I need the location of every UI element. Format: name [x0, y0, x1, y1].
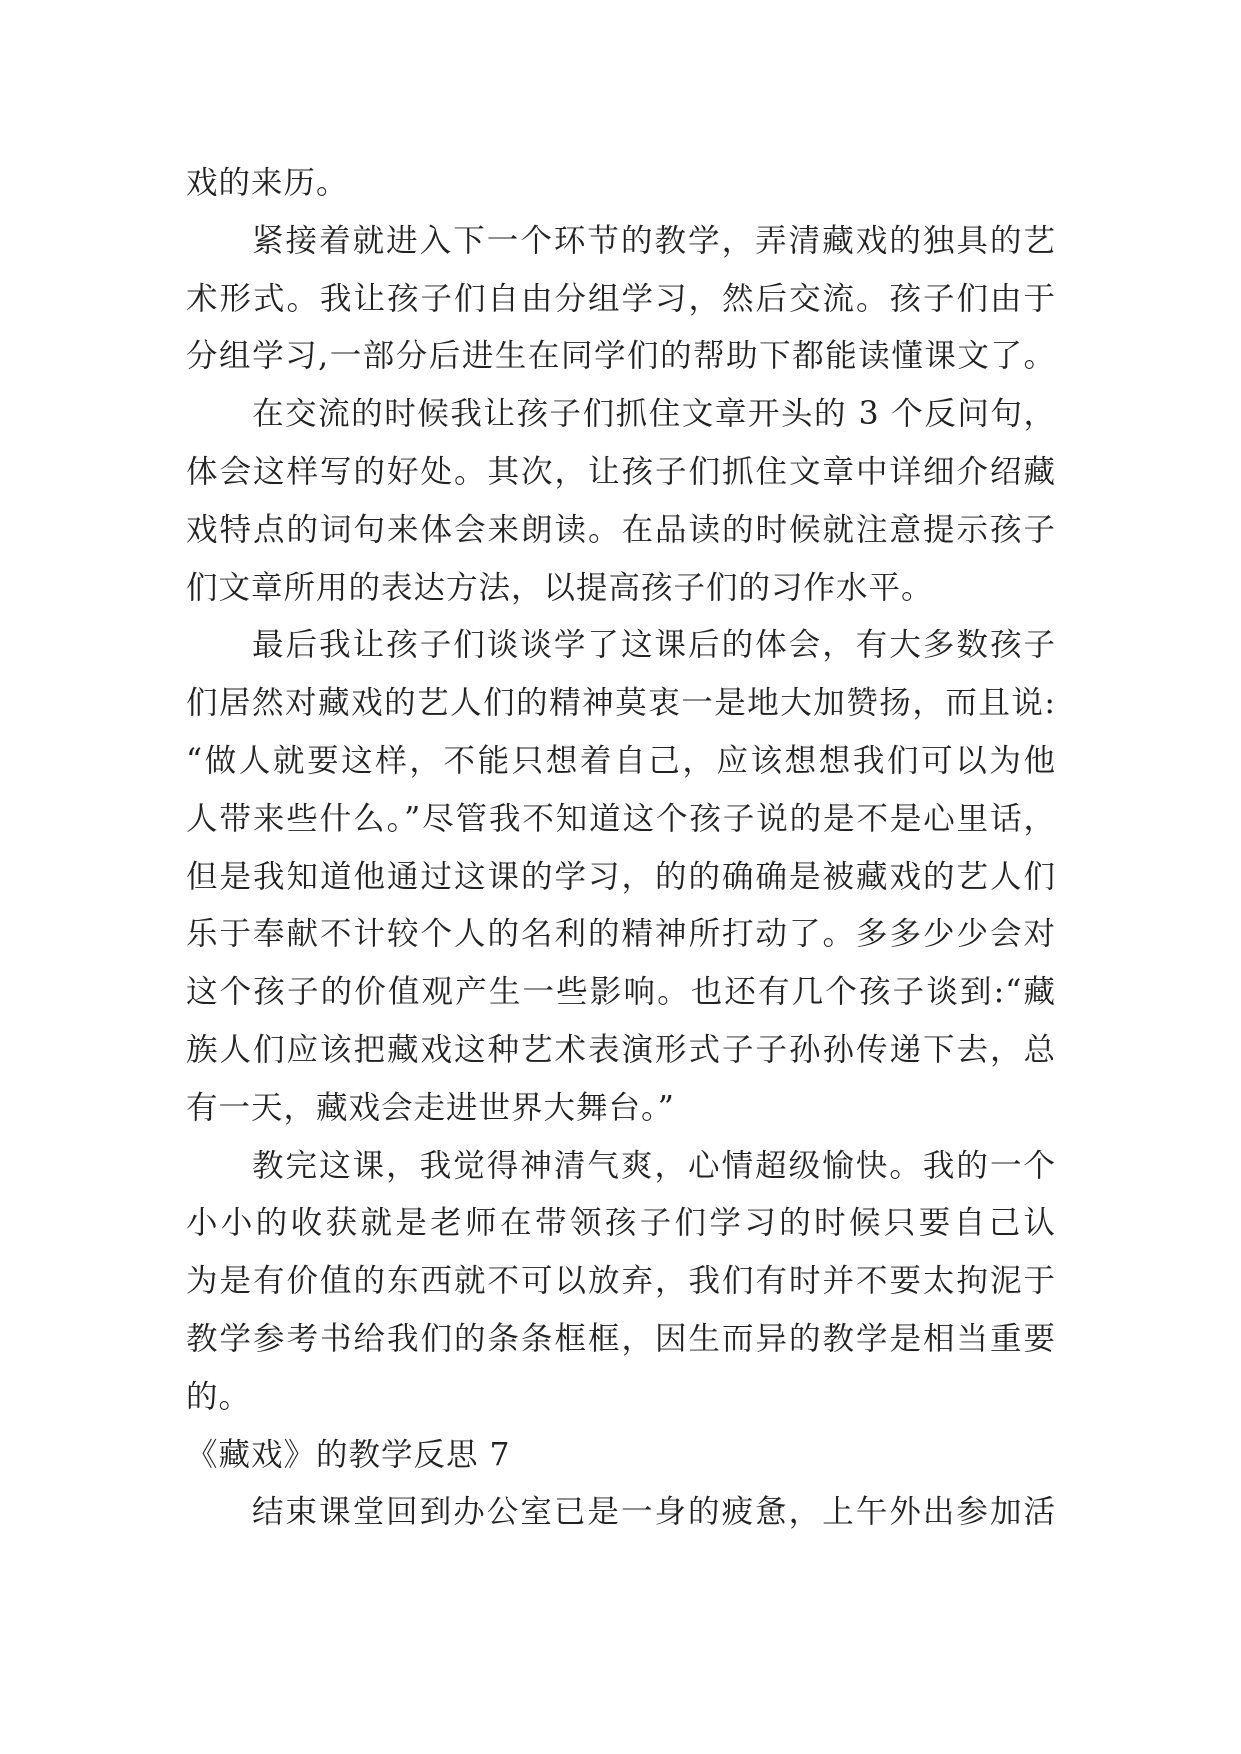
text-line: 们居然对藏戏的艺人们的精神莫衷一是地大加赞扬，而且说:: [186, 685, 1056, 722]
text-line: “做人就要这样，不能只想着自己，应该想想我们可以为他: [186, 742, 1056, 779]
paragraph-start-line: 紧接着就进入下一个环节的教学，弄清藏戏的独具的艺: [252, 222, 1056, 259]
text-line: 这个孩子的价值观产生一些影响。也还有几个孩子谈到:“藏: [186, 974, 1056, 1011]
text-line: 人带来些什么。”尽管我不知道这个孩子说的是不是心里话，: [186, 800, 1056, 837]
document-body: [186, 155, 1056, 1542]
text-line: 族人们应该把藏戏这种艺术表演形式子子孙孙传递下去，总: [186, 1031, 1056, 1068]
text-line: 但是我知道他通过这课的学习，的的确确是被藏戏的艺人们: [186, 858, 1056, 895]
text-line: 有一天，藏戏会走进世界大舞台。”: [186, 1089, 675, 1126]
paragraph-start-line: 结束课堂回到办公室已是一身的疲惫，上午外出参加活: [252, 1494, 1056, 1531]
text-line: 戏特点的词句来体会来朗读。在品读的时候就注意提示孩子: [186, 511, 1056, 548]
paragraph-start-line: 教完这课，我觉得神清气爽，心情超级愉快。我的一个: [252, 1147, 1056, 1184]
text-line: 戏的来历。: [186, 165, 349, 201]
text-line: 体会这样写的好处。其次，让孩子们抓住文章中详细介绍藏: [186, 453, 1056, 490]
text-line: 小小的收获就是老师在带领孩子们学习的时候只要自己认: [186, 1205, 1056, 1242]
text-line: 们文章所用的表达方法，以提高孩子们的习作水平。: [186, 569, 934, 606]
text-line: 分组学习,一部分后进生在同学们的帮助下都能读懂课文了。: [186, 338, 1056, 375]
section-heading: 《藏戏》的教学反思 7: [186, 1436, 511, 1473]
text-line: 为是有价值的东西就不可以放弃，我们有时并不要太拘泥于: [186, 1263, 1056, 1300]
text-line: 术形式。我让孩子们自由分组学习，然后交流。孩子们由于: [186, 280, 1056, 317]
text-line: 乐于奉献不计较个人的名利的精神所打动了。多多少少会对: [186, 916, 1056, 953]
paragraph-start-line: 最后我让孩子们谈谈学了这课后的体会，有大多数孩子: [252, 627, 1056, 664]
text-line: 的。: [186, 1378, 252, 1415]
paragraph-start-line: 在交流的时候我让孩子们抓住文章开头的 3 个反问句，: [252, 396, 1056, 433]
text-line: 教学参考书给我们的条条框框，因生而异的教学是相当重要: [186, 1320, 1056, 1357]
